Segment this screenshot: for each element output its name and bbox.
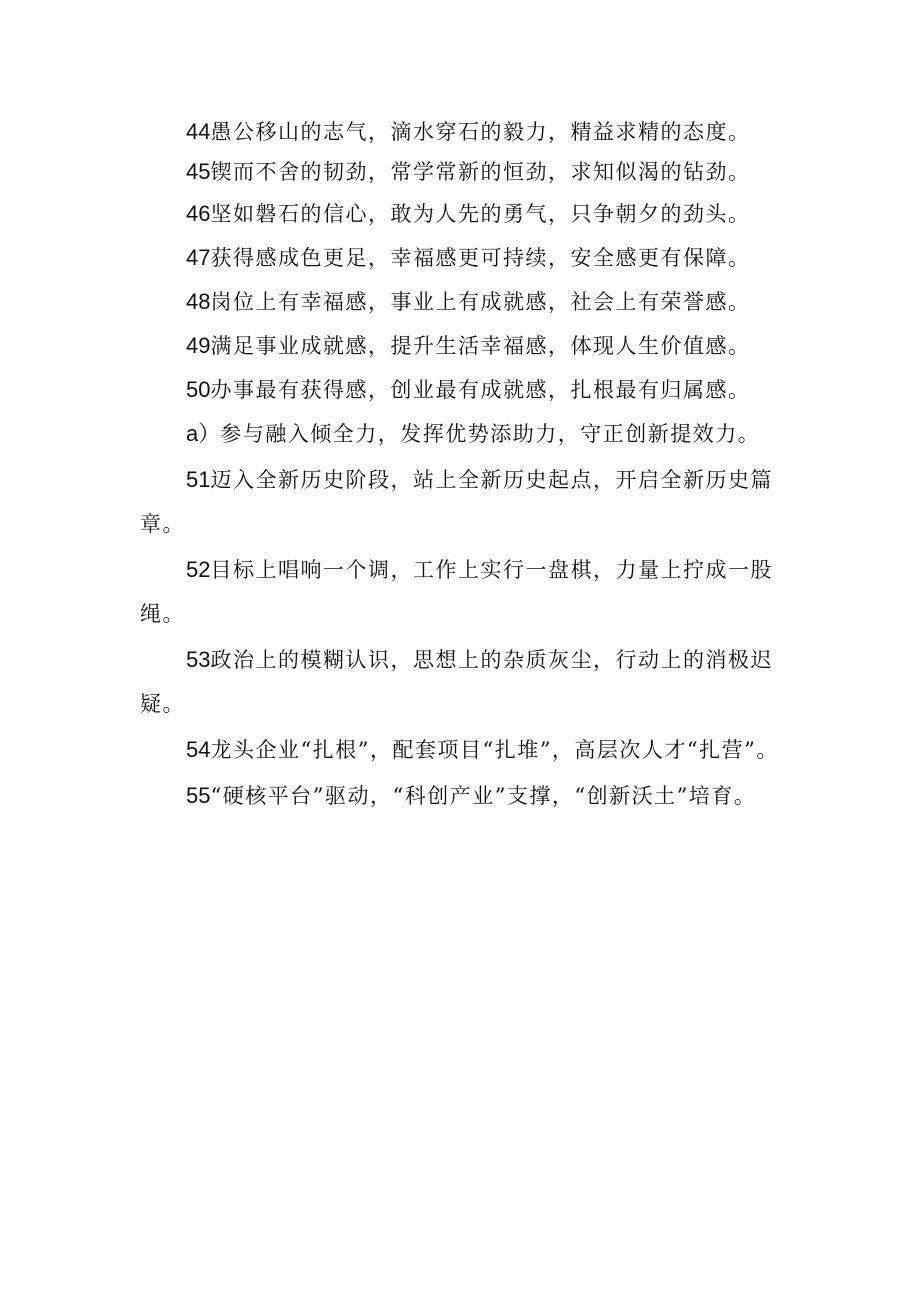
item-text: 目标上唱响一个调，工作上实行一盘棋，力量上拧成一股绳。 [140, 558, 773, 626]
list-item [140, 112, 790, 152]
list-item [140, 152, 790, 192]
list-item [140, 236, 790, 280]
item-number: 44 [186, 119, 211, 144]
item-text: 锲而不舍的韧劲，常学常新的恒劲，求知似渴的钻劲。 [210, 160, 751, 184]
item-number: 48 [186, 289, 211, 314]
item-text: 满足事业成就感，提升生活幸福感，体现人生价值感。 [210, 334, 751, 358]
item-text: 政治上的模糊认识，思想上的杂质灰尘，行动上的消极迟疑。 [140, 648, 773, 716]
item-text: 参与融入倾全力，发挥优势添助力，守正创新提效力。 [220, 422, 761, 446]
item-text: 获得感成色更足，幸福感更可持续，安全感更有保障。 [210, 246, 751, 270]
list-item [140, 458, 790, 546]
item-text: 岗位上有幸福感，事业上有成就感，社会上有荣誉感。 [210, 290, 751, 314]
item-number: 54 [186, 737, 211, 762]
list-item [140, 280, 790, 324]
list-item [140, 548, 790, 636]
item-text: 坚如磐石的信心，敢为人先的勇气，只争朝夕的劲头。 [210, 202, 751, 226]
list-item [140, 324, 790, 368]
item-text: 愚公移山的志气，滴水穿石的毅力，精益求精的态度。 [210, 120, 751, 144]
item-text: 办事最有获得感，创业最有成就感，扎根最有归属感。 [210, 378, 751, 402]
item-number: 53 [186, 647, 211, 672]
list-item [140, 774, 790, 818]
list-item [140, 412, 790, 456]
document-body [140, 112, 790, 818]
item-number: 46 [186, 201, 211, 226]
item-number: 49 [186, 333, 211, 358]
list-item [140, 192, 790, 236]
item-number: a） [186, 421, 221, 446]
item-number: 55 [186, 783, 211, 808]
item-text: 龙头企业“扎根”，配套项目“扎堆”，高层次人才“扎营”。 [210, 738, 779, 762]
list-item [140, 368, 790, 412]
item-number: 52 [186, 557, 211, 582]
item-number: 47 [186, 245, 211, 270]
item-text: 迈入全新历史阶段，站上全新历史起点，开启全新历史篇章。 [140, 468, 773, 536]
item-number: 45 [186, 159, 211, 184]
list-item [140, 728, 790, 772]
list-item [140, 638, 790, 726]
item-number: 50 [186, 377, 211, 402]
item-text: “硬核平台”驱动，“科创产业”支撑，“创新沃土”培育。 [210, 784, 757, 808]
item-number: 51 [186, 467, 211, 492]
